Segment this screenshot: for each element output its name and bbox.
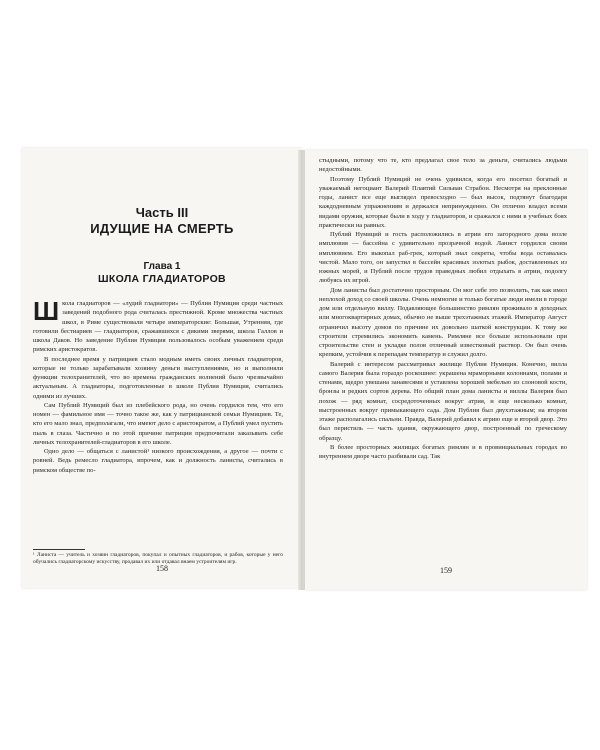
part-title: ИДУЩИЕ НА СМЕРТЬ xyxy=(90,221,234,236)
paragraph: Сам Публий Нумиций был из плебейского рода, но очень гордился тем, что его номен — фамильное имя — точно такое же, как у патрицианской семьи Нумициев. Те, кто его мало знал, предполагали, что имеют дело с аристократом, а Публий умел пустить пыль в глаза. Частично и по этой причине патриции предпочитали заказывать себе личных телохранителей-гладиаторов в его школе. xyxy=(33,401,283,446)
footnote-divider xyxy=(33,549,85,550)
footnote: ¹ Ланиста — учитель и хозяин гладиаторов, покупал и опытных гладиаторов, и рабов, которые у него обучались гладиаторскому искусству, продавал их или отдавал внаем устроителям игр. xyxy=(33,552,283,565)
paragraph: Валерий с интересом рассматривал жилище Публия Нумиция. Конечно, вилла самого Валерия была гораздо роскошнее: украшена мраморными колоннами, полами и стенами, щедро увешана занавесями и уставлена хорошей мебелью из слоновой кости, бронзы и редких сортов дерева. Но общий план дома ланисты и виллы Валерия был похож — ряд комнат, сосредоточенных вокруг атрия, и еще несколько комнат, выстроенных вокруг примыкающего сада. Дом Публия был двухэтажным; на втором этаже располагались спальни. Правда, Валерий добавил к атрию еще и второй двор. Это был перистиль — часть здания, окружающего двор, построенный по греческому образцу. xyxy=(319,360,567,442)
paragraph: Публий Нумиций и гость расположились в атрии его загородного дома возле имплювия — бассейна с удивительно прозрачной водой. Ланист гордился своим имплювием. Его выкопал раб-грек, который знал секреты, чтобы вода оставалась чистой. Мало того, он запустил в бассейн красивых золотых рыбок, доставленных из южных морей, и Публий после трудов праведных любил отдыхать в атрии, подолгу любуясь их игрой. xyxy=(319,231,567,285)
part-number: Часть III xyxy=(135,205,189,220)
paragraph: В более просторных жилищах богатых римлян и в провинциальных городах во внутреннем дворе часто разбивали сад. Так xyxy=(319,443,567,460)
right-page-body xyxy=(319,156,567,461)
paragraph: Одно дело — общаться с ланистой¹ низкого происхождения, а другое — почти с ровней. Ведь ремесло гладиатора, впрочем, как и должность ланисты, считались в римском обществе по- xyxy=(33,448,283,474)
paragraph: Дом ланисты был достаточно просторным. Он мог себе это позволить, так как имел неплохой доход со своей школы. Очень немногие и только богатые люди имели в городе дом или отдельную виллу. Подавляющее большинство римлян проживало в доходных или многоквартирных домах, обычно не выше трехэтажных этажей. Император Август ограничил высоту домов по причине их довольно шаткой конструкции. К тому же строители стремились экономить камень. Римляне все больше использовали при строительстве стен и укладке полов отличный известковый раствор. Он был очень крепким, устойчив к перепадам температур и служил долго. xyxy=(319,286,567,359)
paragraph: В последнее время у патрициев стало модным иметь своих личных гладиаторов, которые не только зарабатывали хозяину деньги выступлениями, но и выполняли функции телохранителей, что во времена гражданских волнений было чрезвычайно актуальным. А гладиаторы, подготовленные в школе Публия Нумиция, считались одними из лучших. xyxy=(33,355,283,400)
page-number: 159 xyxy=(440,566,452,575)
left-page-body xyxy=(33,296,283,475)
right-page xyxy=(305,150,587,590)
chapter-heading xyxy=(22,261,302,286)
paragraph: Поэтому Публий Нумиций не очень удивился, когда его посетил богатый и уважаемый негоциант Валерий Плавтий Сильван Страбон. Несмотря на преклонные годы, ланист все еще выглядел превосходно — был высок, подтянут благодаря каждодневным упражнениям и держался непринужденно. Он отлично владел всеми видами оружия, которые были в ходу у гладиаторов, и сражался с ними в учебных боях практически на равных. xyxy=(319,175,567,229)
chapter-number: Глава 1 xyxy=(143,261,181,272)
chapter-title: ШКОЛА ГЛАДИАТОРОВ xyxy=(98,273,226,285)
paragraph: Школа гладиаторов — «лудий гладиатори» — Публия Нумиция среди частных заведений подобного рода считалась престижной. Кроме множества частных школ, в Риме существовали четыре императорские: Большая, Утренняя, где готовили бестиариев — гладиаторов, сражавшихся с дикими зверями, школа Галлов и школа Даков. Но заведение Публия Нумиция пользовалось особым уважением среди римских аристократов. xyxy=(33,296,283,354)
page-number: 158 xyxy=(156,564,168,573)
part-heading xyxy=(22,205,302,237)
paragraph: стыдными, потому что те, кто предлагал свое тело за деньги, считались людьми недостойными. xyxy=(319,157,567,174)
left-page xyxy=(22,148,302,588)
drop-cap: Ш xyxy=(33,296,60,326)
